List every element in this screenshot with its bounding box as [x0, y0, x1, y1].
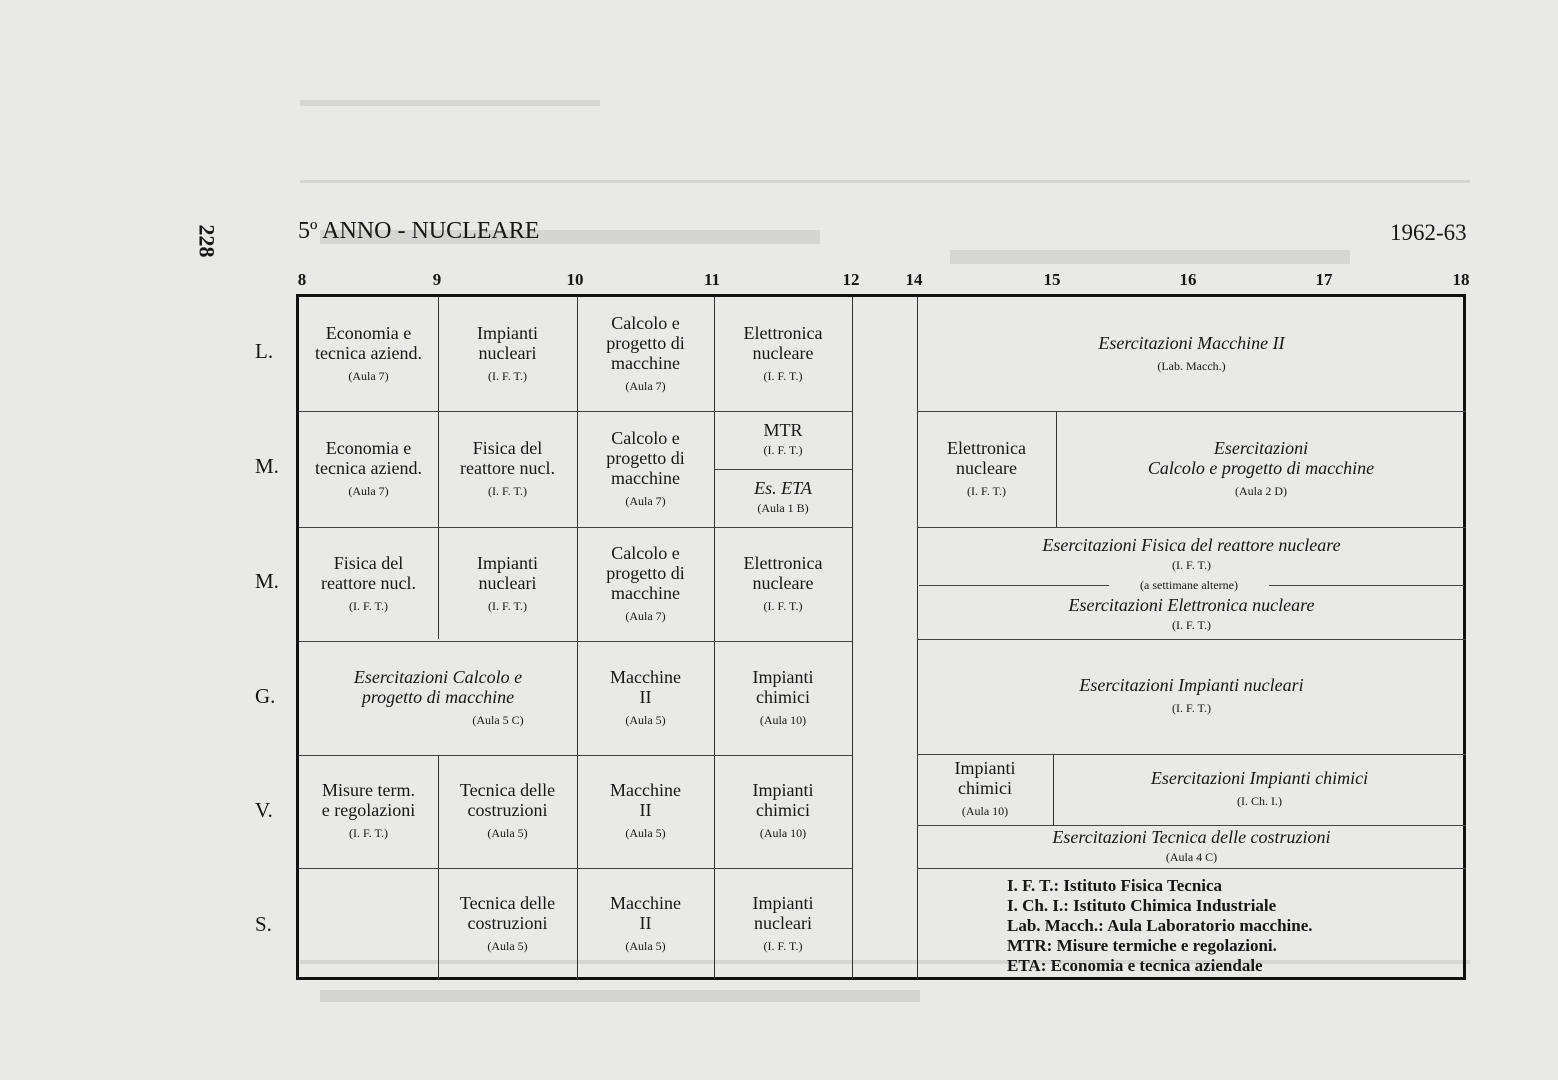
subject: nucleare — [752, 572, 814, 593]
day-label-friday: V. — [255, 798, 273, 822]
cell-saturday-9 — [438, 868, 577, 980]
subject: Esercitazioni Tecnica delle costruzioni — [1052, 826, 1331, 847]
room: (I. F. T.) — [349, 598, 388, 613]
cell-tuesday-10 — [577, 411, 714, 527]
day-label-thursday: G. — [255, 684, 276, 708]
subject: macchine — [611, 467, 680, 488]
subject: Esercitazioni Impianti chimici — [1150, 768, 1369, 788]
subject: nucleari — [754, 912, 812, 933]
subject: reattore nucl. — [460, 457, 555, 478]
subject: Tecnica delle — [459, 892, 556, 913]
subject: Macchine — [610, 780, 681, 800]
cell-tuesday-8 — [299, 411, 438, 527]
room: (I. F. T.) — [349, 826, 388, 840]
cell-tuesday-11 — [714, 411, 852, 469]
room: (Aula 7) — [348, 368, 389, 383]
subject: Impianti — [752, 666, 814, 687]
room: (Aula 5) — [625, 712, 666, 727]
subject: e regolazioni — [321, 800, 416, 820]
subject: chimici — [958, 778, 1012, 798]
hour-label: 18 — [1452, 270, 1470, 289]
day-label-wednesday: M. — [255, 569, 279, 593]
subject: nucleare — [956, 457, 1017, 478]
subject: macchine — [611, 582, 680, 603]
room: (Aula 4 C) — [1165, 849, 1218, 864]
subject: costruzioni — [467, 912, 548, 933]
subject: Misure term. — [322, 780, 415, 800]
grid-line — [1269, 585, 1464, 586]
hour-label: 14 — [905, 270, 923, 289]
room: (Aula 10) — [759, 826, 807, 840]
cell-friday-afternoon-b — [917, 825, 1466, 868]
cell-friday-10 — [577, 755, 714, 868]
subject: Elettronica — [743, 322, 823, 343]
cell-friday-8 — [299, 755, 438, 868]
hour-label: 15 — [1043, 270, 1061, 289]
cell-saturday-10 — [577, 868, 714, 980]
subject: Impianti — [752, 892, 814, 913]
hour-label: 8 — [297, 270, 307, 289]
room: (I. F. T.) — [1172, 558, 1211, 572]
subject: macchine — [611, 352, 680, 373]
room: (I. F. T.) — [488, 483, 527, 498]
cell-tuesday-12 — [714, 469, 852, 527]
subject: tecnica aziend. — [315, 342, 422, 363]
room: (Aula 7) — [348, 483, 389, 498]
cell-tuesday-14 — [917, 411, 1056, 527]
subject: II — [639, 912, 652, 933]
cell-monday-9 — [438, 297, 577, 411]
subject: nucleari — [478, 572, 537, 593]
subject: Elettronica — [743, 552, 823, 573]
hour-label: 17 — [1315, 270, 1333, 289]
subject: reattore nucl. — [321, 572, 416, 593]
cell-friday-9 — [438, 755, 577, 868]
cell-thursday-11 — [714, 641, 852, 755]
academic-year: 1962-63 — [1390, 220, 1467, 245]
cell-wednesday-11 — [714, 527, 852, 641]
hour-label: 9 — [432, 270, 442, 289]
room: (Aula 10) — [759, 712, 807, 727]
cell-friday-15 — [1053, 754, 1466, 825]
subject: MTR — [763, 420, 803, 440]
day-label-tuesday: M. — [255, 454, 279, 478]
subject: Calcolo e — [611, 542, 680, 563]
room: (I. F. T.) — [488, 598, 527, 613]
room: (I. F. T.) — [763, 368, 803, 383]
cell-wednesday-8 — [299, 527, 438, 641]
room: (Aula 7) — [625, 608, 666, 623]
subject: Macchine — [610, 892, 681, 913]
cell-thursday-afternoon — [917, 639, 1466, 754]
hour-label: 12 — [842, 270, 860, 289]
cell-monday-afternoon — [917, 297, 1466, 411]
subject: Macchine — [610, 666, 681, 687]
subject: Elettronica — [947, 437, 1026, 458]
room: (Aula 5) — [625, 938, 666, 953]
cell-tuesday-15 — [1056, 411, 1466, 527]
subject: Economia e — [325, 322, 412, 343]
subject: Calcolo e — [611, 312, 680, 333]
cell-wednesday-10 — [577, 527, 714, 641]
grid-line — [852, 297, 853, 980]
subject: nucleare — [752, 342, 814, 363]
room: (I. F. T.) — [967, 483, 1006, 498]
room: (I. F. T.) — [763, 443, 803, 457]
cell-friday-14 — [917, 754, 1053, 825]
alternate-weeks-note: (a settimane alterne) — [1140, 578, 1238, 592]
legend-entry: Lab. Macch.: Aula Laboratorio macchine. — [1007, 916, 1313, 935]
cell-monday-10 — [577, 297, 714, 411]
cell-monday-8 — [299, 297, 438, 411]
room: (I. Ch. I.) — [1237, 794, 1282, 808]
cell-thursday-10 — [577, 641, 714, 755]
room: (I. F. T.) — [488, 368, 527, 383]
subject: Esercitazioni Elettronica nucleare — [1068, 595, 1315, 615]
subject: progetto di macchine — [361, 686, 515, 707]
subject: progetto di — [606, 447, 685, 468]
subject: II — [639, 686, 652, 707]
legend-entry: MTR: Misure termiche e regolazioni. — [1007, 936, 1277, 955]
subject: Impianti — [477, 322, 538, 343]
room: (Aula 10) — [961, 804, 1009, 818]
subject: Fisica del — [333, 552, 404, 573]
room: (I. F. T.) — [763, 598, 803, 613]
cell-wednesday-afternoon-a — [917, 527, 1466, 583]
page-number: 228 — [194, 224, 220, 258]
cell-monday-11 — [714, 297, 852, 411]
subject: chimici — [756, 686, 810, 707]
cell-friday-11 — [714, 755, 852, 868]
legend-entry: I. Ch. I.: Istituto Chimica Industriale — [1007, 896, 1277, 915]
abbreviations-legend — [1007, 876, 1313, 976]
room: (Aula 5) — [625, 826, 666, 840]
room: (Aula 1 B) — [757, 501, 809, 515]
subject: Es. ETA — [754, 478, 812, 498]
subject: Esercitazioni — [1213, 437, 1309, 458]
hour-label: 16 — [1179, 270, 1197, 289]
grid-line — [917, 868, 1466, 869]
subject: Impianti — [752, 780, 814, 800]
grid-line — [919, 585, 1109, 586]
subject: progetto di — [606, 562, 685, 583]
room: (Aula 5) — [487, 826, 528, 840]
room: (Lab. Macch.) — [1157, 358, 1226, 373]
subject: II — [639, 800, 652, 820]
day-label-monday: L. — [255, 339, 274, 363]
subject: costruzioni — [467, 800, 548, 820]
hour-label: 10 — [566, 270, 584, 289]
subject: Impianti — [954, 758, 1016, 778]
day-label-saturday: S. — [255, 912, 272, 936]
room: (Aula 7) — [625, 493, 666, 508]
subject: Esercitazioni Impianti nucleari — [1079, 675, 1304, 695]
cell-tuesday-9 — [438, 411, 577, 527]
subject: Calcolo e — [611, 427, 680, 448]
room: (I. F. T.) — [1172, 701, 1211, 715]
legend-entry: ETA: Economia e tecnica aziendale — [1007, 956, 1263, 975]
subject: Esercitazioni Fisica del reattore nucleare — [1042, 535, 1341, 555]
subject: Economia e — [325, 437, 412, 458]
subject: chimici — [756, 800, 810, 820]
subject: tecnica aziend. — [315, 457, 422, 478]
room: (Aula 7) — [625, 378, 666, 393]
room: (Aula 5 C) — [472, 712, 524, 727]
cell-thursday-8 — [299, 641, 577, 755]
page-title: 5º ANNO - NUCLEARE — [298, 218, 540, 244]
subject: Esercitazioni Macchine II — [1098, 332, 1285, 353]
hour-label: 11 — [703, 270, 721, 289]
cell-wednesday-9 — [438, 527, 577, 641]
cell-wednesday-afternoon-b — [917, 591, 1466, 639]
subject: Calcolo e progetto di macchine — [1147, 457, 1375, 478]
subject: Impianti — [477, 552, 538, 573]
subject: Fisica del — [472, 437, 543, 458]
room: (I. F. T.) — [1172, 618, 1211, 632]
room: (Aula 2 D) — [1235, 483, 1287, 498]
subject: Esercitazioni Calcolo e — [353, 666, 523, 687]
cell-saturday-11 — [714, 868, 852, 980]
subject: nucleari — [478, 342, 537, 363]
subject: progetto di — [606, 332, 685, 353]
legend-entry: I. F. T.: Istituto Fisica Tecnica — [1007, 876, 1223, 895]
subject: Tecnica delle — [459, 780, 556, 800]
room: (I. F. T.) — [763, 938, 803, 953]
room: (Aula 5) — [487, 938, 528, 953]
